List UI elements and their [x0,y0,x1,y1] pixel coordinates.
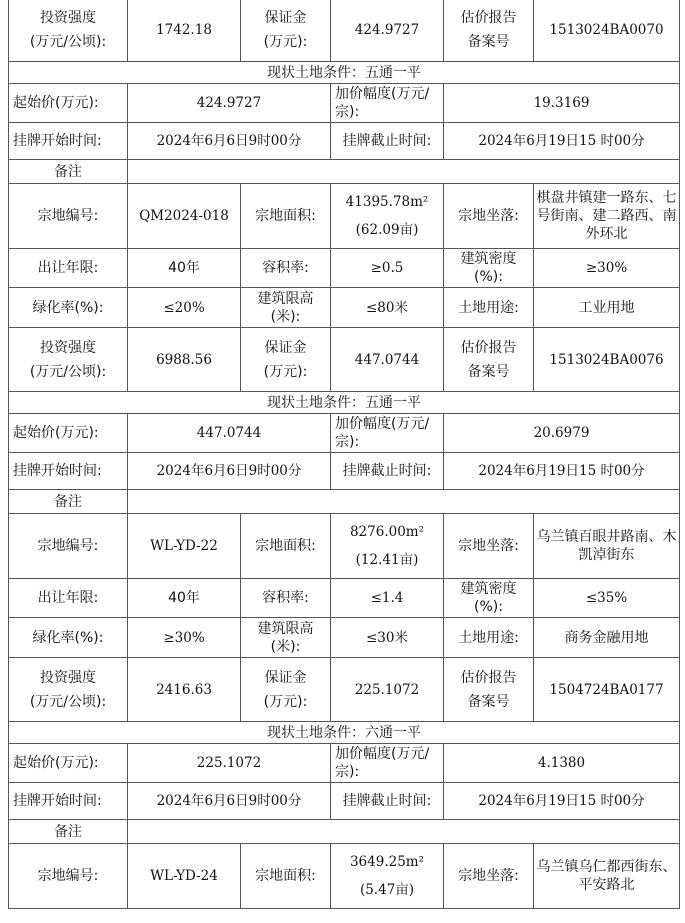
density-value: ≥30% [534,249,680,288]
parcel-id-value: QM2024-018 [128,184,241,249]
parcel-area-value: 41395.78m² (62.09亩) [331,184,444,249]
parcel-id-value: WL-YD-24 [128,844,241,909]
parcel-id-row [9,184,680,249]
deposit-value: 424.9727 [331,0,444,62]
height-value: ≤30米 [331,618,444,658]
land-use-value: 工业用地 [534,288,680,328]
land-use-label: 土地用途: [444,288,534,328]
listing-end-label: 挂牌截止时间: [331,453,444,490]
parcel-location-value: 乌兰镇百眼井路南、木凯淖街东 [534,514,680,579]
listing-end-label: 挂牌截止时间: [331,123,444,160]
report-label: 估价报告 备案号 [444,658,534,722]
height-label: 建筑限高 (米): [241,288,331,328]
green-value: ≥30% [128,618,241,658]
remarks-label: 备注 [9,160,128,184]
land-condition: 现状土地条件：五通一平 [9,62,680,84]
far-label: 容积率: [241,249,331,288]
remarks-value [128,160,680,184]
time-row [9,453,680,490]
height-label: 建筑限高 (米): [241,618,331,658]
term-row [9,249,680,288]
start-price-label: 起始价(万元): [9,414,128,453]
far-value: ≤1.4 [331,579,444,618]
term-value: 40年 [128,579,241,618]
density-value: ≤35% [534,579,680,618]
listing-end-value: 2024年6月19日15 时00分 [444,123,680,160]
report-number: 1513024BA0076 [534,328,680,392]
far-value: ≥0.5 [331,249,444,288]
parcel-area-label: 宗地面积: [241,184,331,249]
report-label: 估价报告 备案号 [444,328,534,392]
price-row [9,84,680,123]
parcel-id-row [9,514,680,579]
density-label: 建筑密度 (%): [444,579,534,618]
investment-value: 1742.18 [128,0,241,62]
remarks-row [9,490,680,514]
term-row [9,579,680,618]
increment-label: 加价幅度(万元/ 宗): [331,744,444,783]
listing-start-value: 2024年6月6日9时00分 [128,453,331,490]
land-parcel-table [8,0,680,909]
time-row [9,123,680,160]
increment-label: 加价幅度(万元/ 宗): [331,414,444,453]
green-value: ≤20% [128,288,241,328]
parcel-area-label: 宗地面积: [241,844,331,909]
deposit-label: 保证金 (万元): [241,658,331,722]
remarks-value [128,820,680,844]
listing-end-value: 2024年6月19日15 时00分 [444,453,680,490]
report-number: 1504724BA0177 [534,658,680,722]
investment-row [9,658,680,722]
parcel-id-label: 宗地编号: [9,844,128,909]
investment-row [9,328,680,392]
far-label: 容积率: [241,579,331,618]
condition-row [9,62,680,84]
investment-label: 投资强度 (万元/公顷): [9,0,128,62]
start-price-label: 起始价(万元): [9,744,128,783]
green-row [9,288,680,328]
start-price-value: 225.1072 [128,744,331,783]
parcel-id-value: WL-YD-22 [128,514,241,579]
investment-value: 2416.63 [128,658,241,722]
height-value: ≤80米 [331,288,444,328]
listing-start-label: 挂牌开始时间: [9,453,128,490]
price-row [9,414,680,453]
investment-row [9,0,680,62]
green-label: 绿化率(%): [9,288,128,328]
report-number: 1513024BA0070 [534,0,680,62]
parcel-area-value: 8276.00m² (12.41亩) [331,514,444,579]
parcel-id-label: 宗地编号: [9,514,128,579]
green-row [9,618,680,658]
parcel-area-label: 宗地面积: [241,514,331,579]
report-label: 估价报告 备案号 [444,0,534,62]
condition-row [9,392,680,414]
increment-value: 4.1380 [444,744,680,783]
listing-end-label: 挂牌截止时间: [331,783,444,820]
time-row [9,783,680,820]
parcel-location-label: 宗地坐落: [444,184,534,249]
start-price-value: 424.9727 [128,84,331,123]
remarks-label: 备注 [9,490,128,514]
increment-value: 19.3169 [444,84,680,123]
increment-value: 20.6979 [444,414,680,453]
deposit-label: 保证金 (万元): [241,0,331,62]
deposit-label: 保证金 (万元): [241,328,331,392]
term-label: 出让年限: [9,249,128,288]
start-price-label: 起始价(万元): [9,84,128,123]
density-label: 建筑密度 (%): [444,249,534,288]
listing-start-label: 挂牌开始时间: [9,123,128,160]
term-value: 40年 [128,249,241,288]
investment-value: 6988.56 [128,328,241,392]
deposit-value: 447.0744 [331,328,444,392]
remarks-label: 备注 [9,820,128,844]
listing-start-value: 2024年6月6日9时00分 [128,783,331,820]
parcel-location-label: 宗地坐落: [444,514,534,579]
investment-label: 投资强度 (万元/公顷): [9,658,128,722]
remarks-row [9,820,680,844]
remarks-row [9,160,680,184]
remarks-value [128,490,680,514]
parcel-location-value: 乌兰镇乌仁都西街东、平安路北 [534,844,680,909]
deposit-value: 225.1072 [331,658,444,722]
parcel-id-label: 宗地编号: [9,184,128,249]
land-use-value: 商务金融用地 [534,618,680,658]
increment-label: 加价幅度(万元/ 宗): [331,84,444,123]
listing-start-label: 挂牌开始时间: [9,783,128,820]
land-condition: 现状土地条件：六通一平 [9,722,680,744]
green-label: 绿化率(%): [9,618,128,658]
land-use-label: 土地用途: [444,618,534,658]
condition-row [9,722,680,744]
start-price-value: 447.0744 [128,414,331,453]
investment-label: 投资强度 (万元/公顷): [9,328,128,392]
listing-end-value: 2024年6月19日15 时00分 [444,783,680,820]
term-label: 出让年限: [9,579,128,618]
listing-start-value: 2024年6月6日9时00分 [128,123,331,160]
price-row [9,744,680,783]
land-condition: 现状土地条件：五通一平 [9,392,680,414]
parcel-location-label: 宗地坐落: [444,844,534,909]
parcel-location-value: 棋盘井镇建一路东、七号街南、建二路西、南外环北 [534,184,680,249]
parcel-id-row [9,844,680,909]
parcel-area-value: 3649.25m² (5.47亩) [331,844,444,909]
